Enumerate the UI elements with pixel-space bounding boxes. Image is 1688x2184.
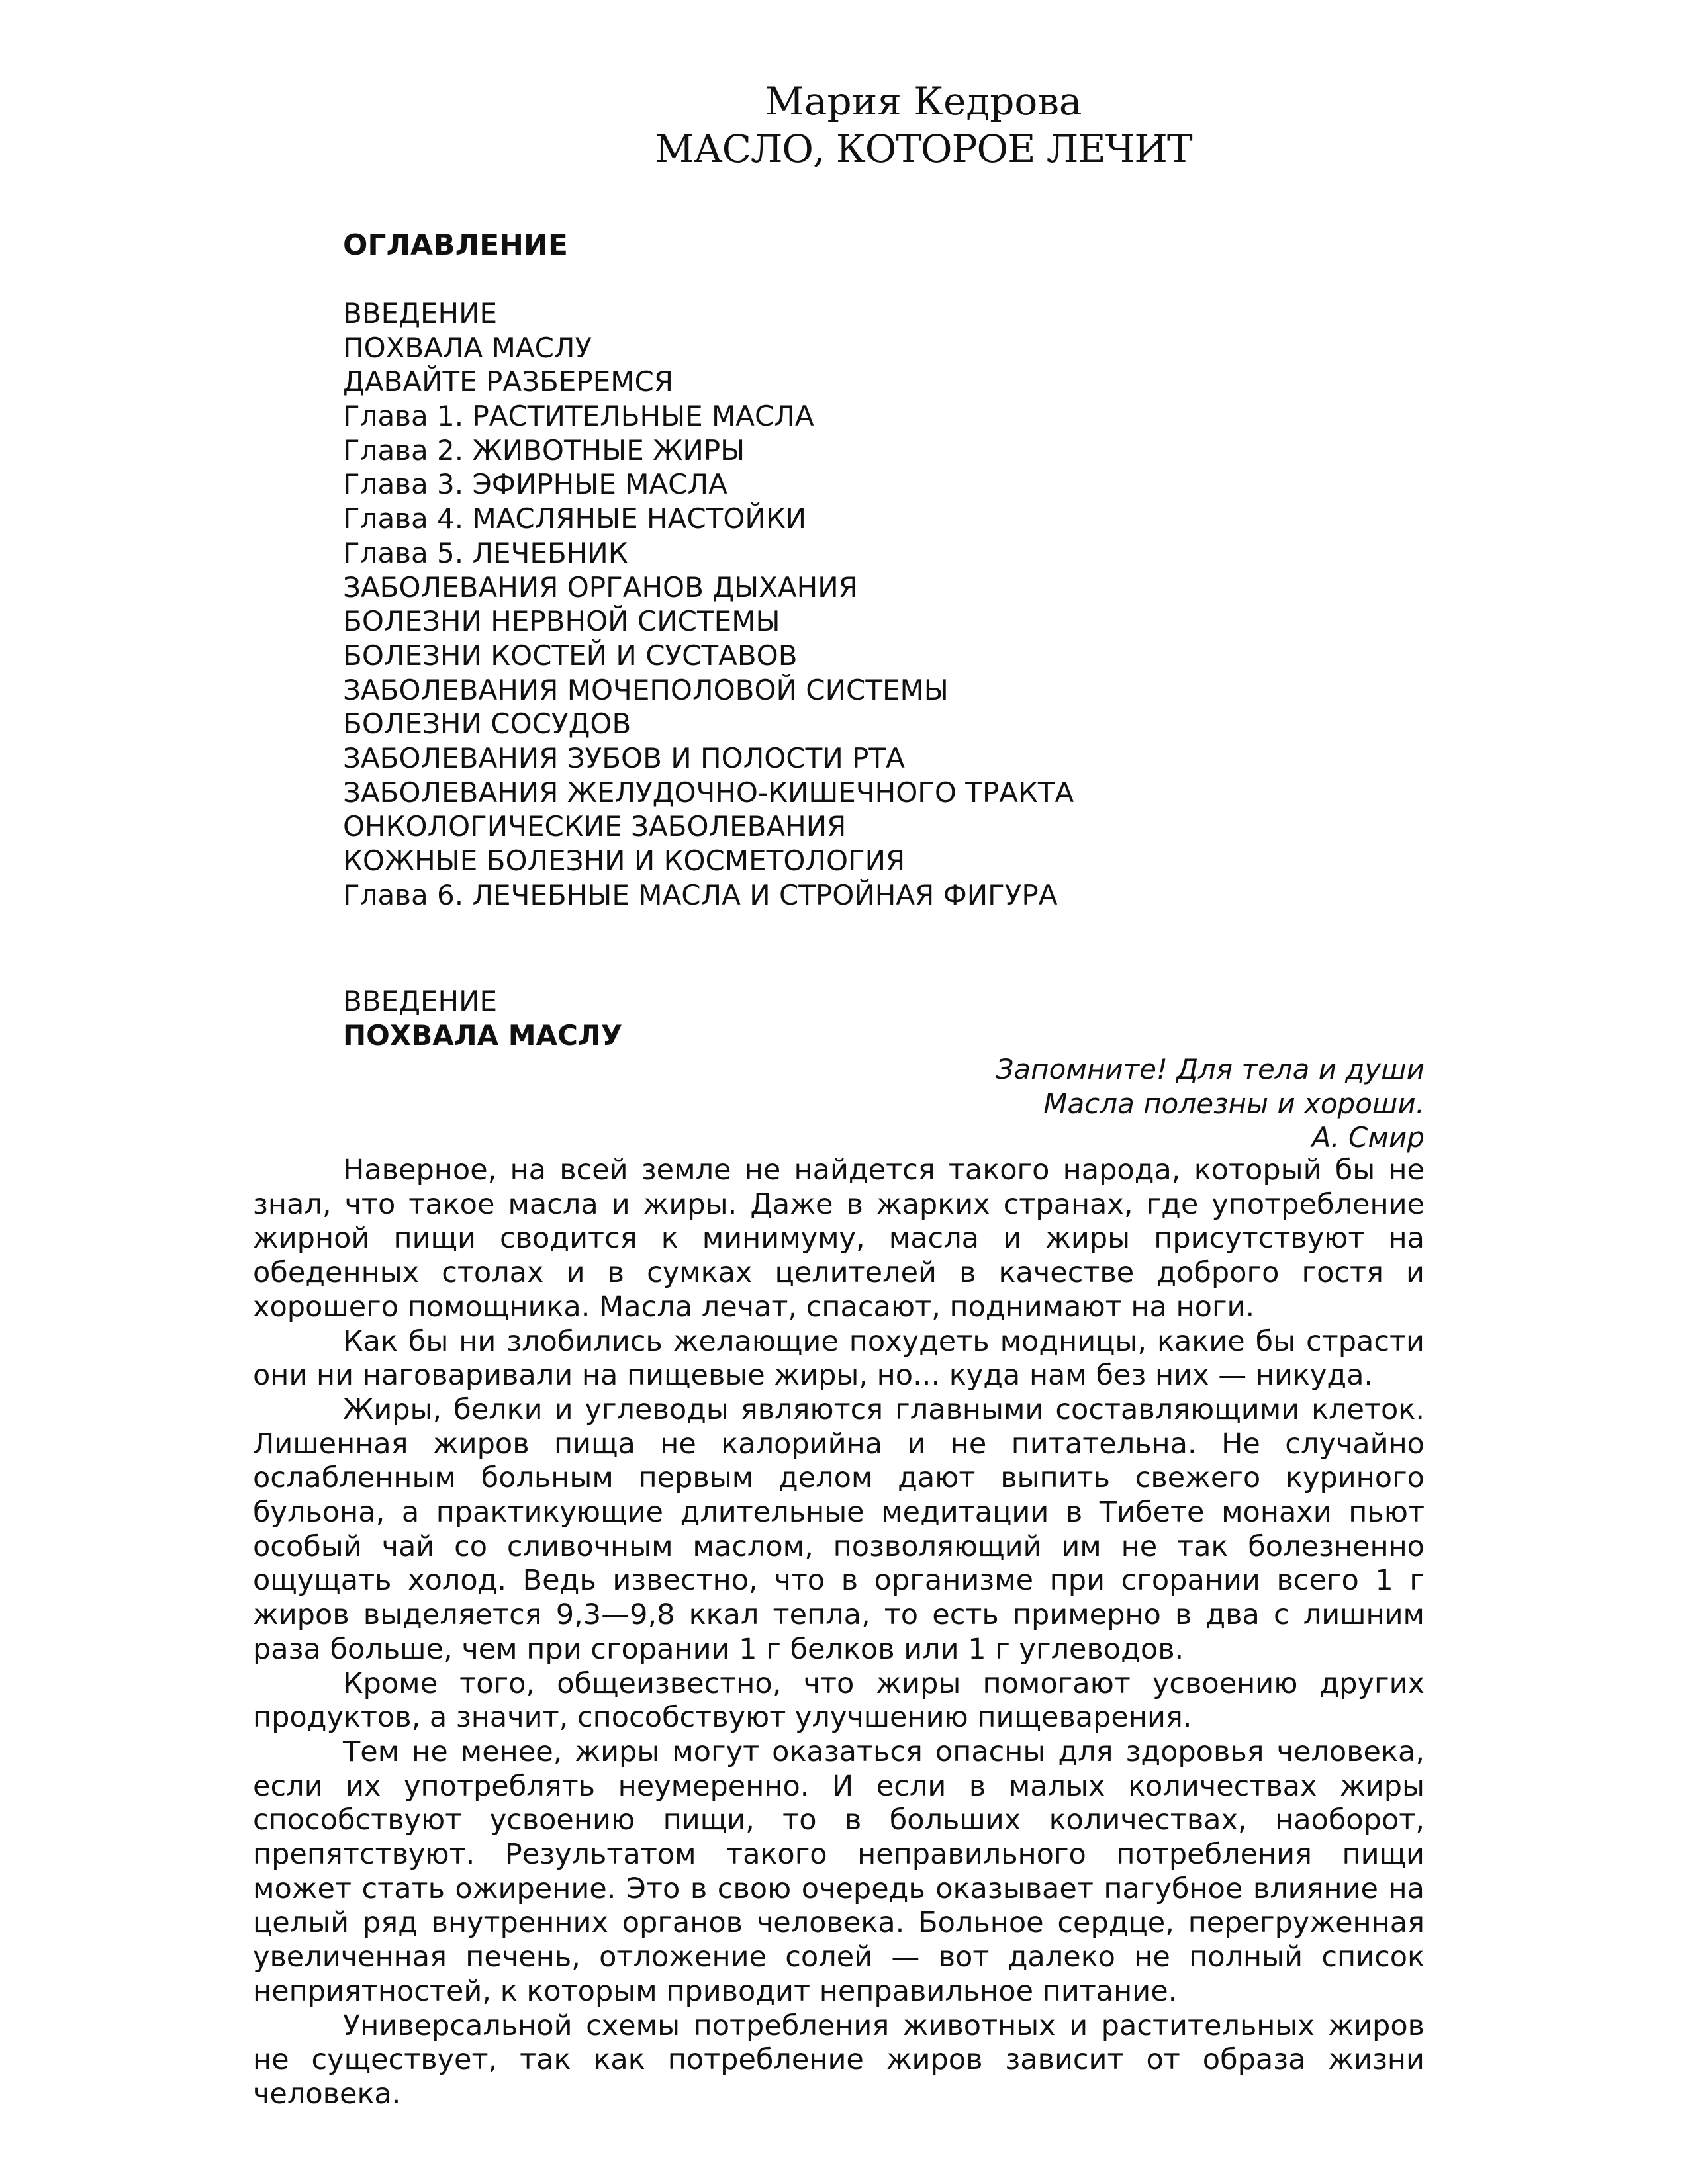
toc-item[interactable]: БОЛЕЗНИ СОСУДОВ <box>343 707 632 741</box>
toc-item[interactable]: ПОХВАЛА МАСЛУ <box>343 331 592 364</box>
table-of-contents <box>343 296 1074 912</box>
toc-item[interactable]: ВВЕДЕНИЕ <box>343 297 498 330</box>
toc-item[interactable]: БОЛЕЗНИ НЕРВНОЙ СИСТЕМЫ <box>343 605 780 638</box>
toc-item[interactable]: ЗАБОЛЕВАНИЯ ОРГАНОВ ДЫХАНИЯ <box>343 570 858 604</box>
toc-item[interactable]: Глава 2. ЖИВОТНЫЕ ЖИРЫ <box>343 433 745 467</box>
toc-heading: ОГЛАВЛЕНИЕ <box>343 228 568 262</box>
toc-item[interactable]: БОЛЕЗНИ КОСТЕЙ И СУСТАВОВ <box>343 639 798 672</box>
paragraph: Универсальной схемы потребления животных и растительных жиров не существует, так как потребление жиров зависит от образа жизни человека. <box>253 2009 1425 2111</box>
author-name: Мария Кедрова <box>765 79 1082 124</box>
paragraph: Кроме того, общеизвестно, что жиры помогают усвоению других продуктов, а значит, способствуют улучшению пищеварения. <box>253 1666 1425 1735</box>
toc-item[interactable]: КОЖНЫЕ БОЛЕЗНИ И КОСМЕТОЛОГИЯ <box>343 844 906 877</box>
epigraph-attribution: А. Смир <box>1311 1121 1425 1154</box>
toc-item[interactable]: Глава 3. ЭФИРНЫЕ МАСЛА <box>343 468 727 501</box>
section-heading-intro: ВВЕДЕНИЕ <box>343 985 498 1017</box>
epigraph-line: Запомните! Для тела и души <box>996 1053 1425 1085</box>
paragraph: Тем не менее, жиры могут оказаться опасны для здоровья человека, если их употреблять неумеренно. И если в малых количествах жиры способствуют усвоению пищи, то в больших количествах, наоборот, препятствуют. Результатом такого неправильного потребления пищи может стать ожирение. Это в свою очередь оказывает пагубное влияние на целый ряд внутренних органов человека. Больное сердце, перегруженная увеличенная печень, отложение солей — вот далеко не полный список неприятностей, к которым приводит неправильное питание. <box>253 1735 1425 2008</box>
epigraph-line: Масла полезны и хороши. <box>1043 1087 1425 1120</box>
paragraph: Наверное, на всей земле не найдется такого народа, который бы не знал, что такое масла и жиры. Даже в жарких странах, где употребление жирной пищи сводится к минимуму, масла и жиры присутствуют на обеденных столах и в сумках целителей в качестве доброго гостя и хорошего помощника. Масла лечат, спасают, поднимают на ноги. <box>253 1154 1425 1324</box>
toc-item[interactable]: Глава 4. МАСЛЯНЫЕ НАСТОЙКИ <box>343 502 807 535</box>
toc-item[interactable]: ЗАБОЛЕВАНИЯ МОЧЕПОЛОВОЙ СИСТЕМЫ <box>343 673 949 706</box>
section-heading-praise: ПОХВАЛА МАСЛУ <box>343 1019 623 1052</box>
paragraph: Как бы ни злобились желающие похудеть модницы, какие бы страсти они ни наговаривали на пищевые жиры, но... куда нам без них — никуда. <box>253 1324 1425 1392</box>
book-title: МАСЛО, КОТОРОЕ ЛЕЧИТ <box>655 126 1192 171</box>
body-text <box>253 1154 1425 2112</box>
toc-item[interactable]: ЗАБОЛЕВАНИЯ ЖЕЛУДОЧНО-КИШЕЧНОГО ТРАКТА <box>343 776 1074 809</box>
toc-item[interactable]: ОНКОЛОГИЧЕСКИЕ ЗАБОЛЕВАНИЯ <box>343 810 847 843</box>
toc-item[interactable]: ЗАБОЛЕВАНИЯ ЗУБОВ И ПОЛОСТИ РТА <box>343 741 905 774</box>
toc-item[interactable]: Глава 1. РАСТИТЕЛЬНЫЕ МАСЛА <box>343 400 814 433</box>
toc-item[interactable]: ДАВАЙТЕ РАЗБЕРЕМСЯ <box>343 365 673 398</box>
epigraph <box>996 1052 1425 1155</box>
paragraph: Жиры, белки и углеводы являются главными составляющими клеток. Лишенная жиров пища не калорийна и не питательна. Не случайно ослабленным больным первым делом дают выпить свежего куриного бульона, а практикующие длительные медитации в Тибете монахи пьют особый чай со сливочным маслом, позволяющий им не так болезненно ощущать холод. Ведь известно, что в организме при сгорании всего 1 г жиров выделяется 9,3—9,8 ккал тепла, то есть примерно в два с лишним раза больше, чем при сгорании 1 г белков или 1 г углеводов. <box>253 1392 1425 1666</box>
toc-item[interactable]: Глава 6. ЛЕЧЕБНЫЕ МАСЛА И СТРОЙНАЯ ФИГУРА <box>343 878 1058 911</box>
toc-item[interactable]: Глава 5. ЛЕЧЕБНИК <box>343 536 628 569</box>
